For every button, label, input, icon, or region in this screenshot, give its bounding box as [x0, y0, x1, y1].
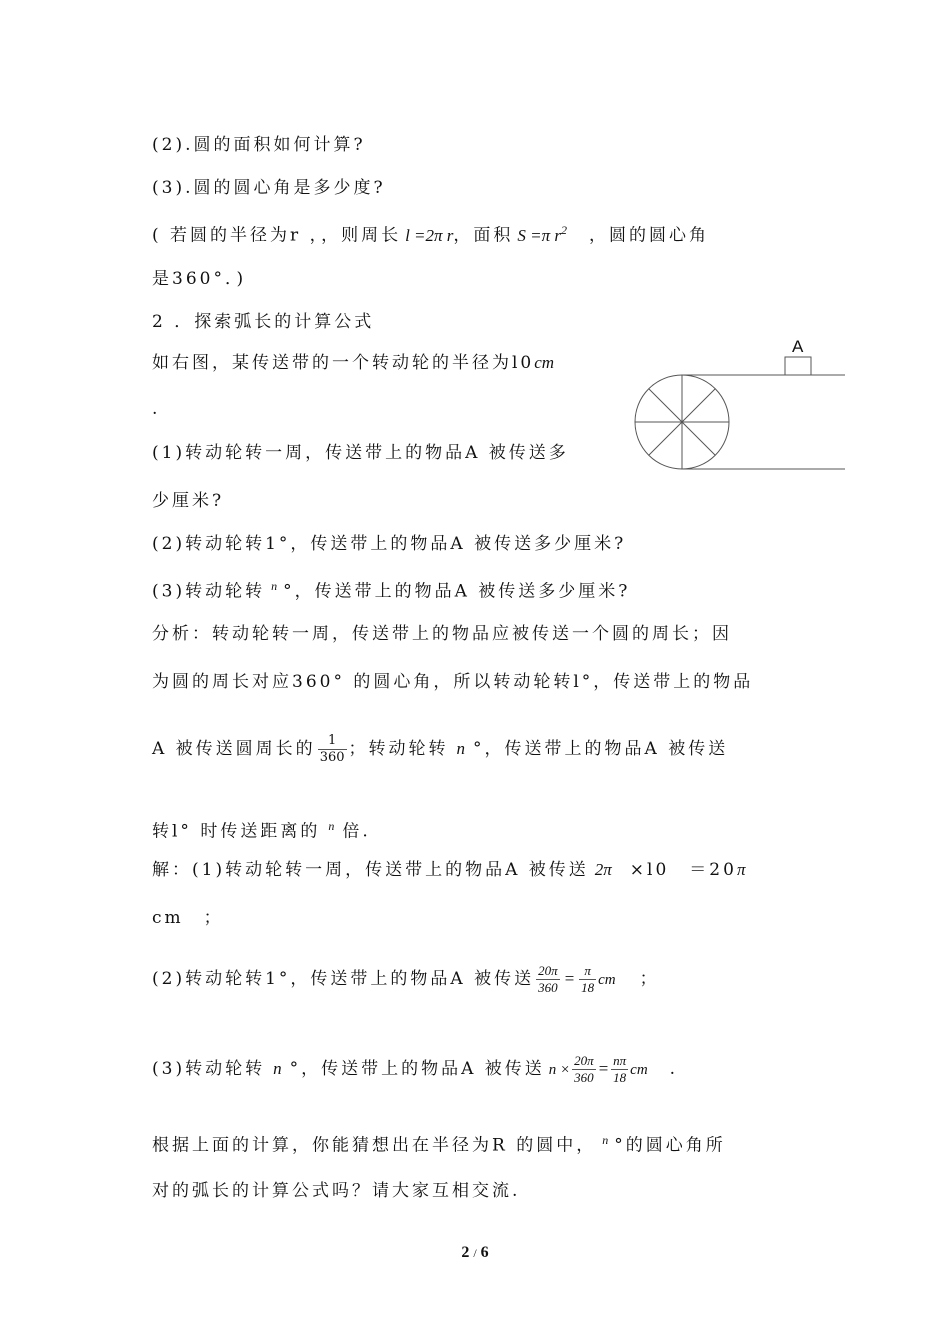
conclusion-1-text-a: 根据上面的计算，你能猜想出在半径为R 的圆中，: [152, 1135, 597, 1156]
page-sep: /: [473, 1246, 477, 1260]
fraction-one-over-360: $\frac{1}{360}$: [319, 733, 345, 765]
analysis-3-n: n: [456, 739, 466, 758]
fraction-20pi-over-360-b: $\frac{20\pi}{360}$: [574, 1053, 594, 1085]
intro-dot: .: [152, 399, 161, 419]
solution-1-two-pi: 2π: [594, 860, 612, 879]
analysis-3-text-c: °，传送带上的物品A 被传送: [473, 739, 729, 759]
area-exponent: 2: [561, 223, 568, 237]
problem-3-n: n: [271, 579, 278, 593]
page-total: 6: [480, 1244, 489, 1261]
solution-3-text-b: °，传送带上的物品A 被传送: [289, 1059, 545, 1079]
solution-3-n: n: [273, 1059, 282, 1078]
conclusion-1-text-b: °的圆心角所: [614, 1135, 726, 1156]
conclusion-line-2: 对的弧长的计算公式吗？请大家互相交流.: [152, 1181, 521, 1201]
hint-text-b: ，面积: [453, 225, 514, 246]
question-area: (2).圆的面积如何计算?: [152, 135, 366, 155]
solution-1-unit: cm ；: [152, 908, 224, 928]
solution-3-text-a: (3)转动轮转: [152, 1059, 266, 1079]
analysis-4-n: n: [328, 819, 335, 833]
solution-1-pi: π: [736, 860, 746, 879]
page-number: [0, 1244, 950, 1262]
hint-text-a: ( 若圆的半径为r ，，则周长: [152, 225, 402, 246]
conclusion-1-n: n: [602, 1133, 609, 1147]
solution-1-text: 解：(1)转动轮转一周，传送带上的物品A 被传送: [152, 860, 589, 880]
item-a-box: [785, 357, 811, 375]
solution-3-equals: =: [597, 1059, 610, 1078]
circumference-formula: l =2π r: [405, 225, 454, 245]
solution-3-unit: cm: [630, 1062, 648, 1078]
fraction-20pi-over-360: $\frac{20\pi}{360}$: [538, 963, 558, 995]
solution-2-text: (2)转动轮转1°，传送带上的物品A 被传送: [152, 969, 535, 989]
section-heading: 2 ．探索弧长的计算公式: [152, 312, 375, 332]
analysis-line-2: 为圆的周长对应360° 的圆心角，所以转动轮转l°，传送带上的物品: [152, 672, 754, 692]
intro-unit: cm: [534, 353, 555, 372]
item-a-label: A: [792, 337, 804, 356]
solution-3-end: .: [669, 1059, 679, 1079]
solution-3-n-times: n ×: [548, 1062, 571, 1078]
solution-1-product: ×l0 ＝20: [629, 860, 737, 880]
analysis-3-text-a: A 被传送圆周长的: [152, 739, 316, 759]
question-central-angle: (3).圆的圆心角是多少度?: [152, 178, 386, 198]
analysis-4-text-a: 转l° 时传送距离的: [152, 821, 321, 842]
hint-text-c: ，圆的圆心角: [589, 225, 710, 246]
solution-2-equals: =: [563, 969, 576, 988]
fraction-pi-over-18: $\frac{\pi}{18}$: [581, 963, 595, 995]
intro-text: 如右图，某传送带的一个转动轮的半径为l0: [152, 353, 535, 373]
solution-2-unit: cm: [598, 972, 616, 988]
page-current: 2: [461, 1244, 470, 1261]
fraction-npi-over-18: $\frac{n\pi}{18}$: [613, 1053, 627, 1085]
area-formula: S =π r: [517, 225, 562, 245]
analysis-3-text-b: ；转动轮转: [348, 739, 449, 759]
analysis-line-1: 分析：转动轮转一周，传送带上的物品应被传送一个圆的周长；因: [152, 624, 732, 644]
hint-line-2: 是360°．): [152, 269, 247, 289]
problem-2: (2)转动轮转1°，传送带上的物品A 被传送多少厘米?: [152, 534, 627, 554]
analysis-4-text-b: 倍.: [342, 821, 371, 842]
problem-3-text-a: (3)转动轮转: [152, 581, 266, 602]
problem-3-text-b: °，传送带上的物品A 被传送多少厘米?: [283, 581, 631, 602]
problem-1-line-2: 少厘米?: [152, 491, 225, 511]
solution-2-end: ；: [639, 969, 660, 989]
problem-1-line-1: (1)转动轮转一周，传送带上的物品A 被传送多: [152, 443, 569, 463]
